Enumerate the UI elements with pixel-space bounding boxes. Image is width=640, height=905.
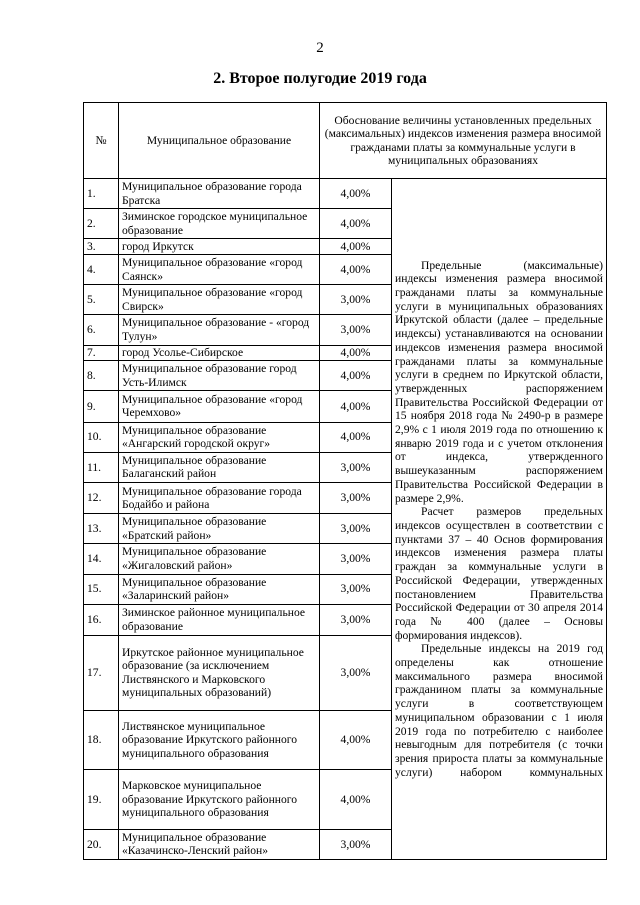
row-name: Муниципальное образование «Ангарский городской округ» [119, 422, 320, 452]
row-num: 9. [84, 391, 119, 422]
row-index: 4,00% [320, 361, 392, 391]
row-name: Муниципальное образование города Бодайбо и района [119, 482, 320, 513]
table-row [84, 179, 607, 209]
row-index: 3,00% [320, 514, 392, 544]
row-num: 18. [84, 710, 119, 769]
row-index: 4,00% [320, 239, 392, 255]
row-num: 2. [84, 209, 119, 239]
row-name: Зиминское городское муниципальное образование [119, 209, 320, 239]
row-name: Муниципальное образование «город Саянск» [119, 254, 320, 284]
row-index: 4,00% [320, 345, 392, 361]
row-index: 3,00% [320, 604, 392, 635]
row-index: 3,00% [320, 482, 392, 513]
row-name: Муниципальное образование - «город Тулун» [119, 315, 320, 345]
row-num: 15. [84, 574, 119, 604]
row-name: Зиминское районное муниципальное образование [119, 604, 320, 635]
row-name: Муниципальное образование Балаганский район [119, 452, 320, 482]
row-num: 8. [84, 361, 119, 391]
row-num: 19. [84, 770, 119, 829]
row-name: город Усолье-Сибирское [119, 345, 320, 361]
row-index: 3,00% [320, 574, 392, 604]
row-name: Муниципальное образование «город Свирск» [119, 285, 320, 315]
row-num: 6. [84, 315, 119, 345]
row-index: 3,00% [320, 829, 392, 859]
row-index: 4,00% [320, 710, 392, 769]
row-name: Муниципальное образование «Братский район» [119, 514, 320, 544]
row-index: 3,00% [320, 315, 392, 345]
justification-text [392, 179, 607, 860]
row-num: 16. [84, 604, 119, 635]
justification-paragraph: Расчет размеров предельных индексов осуществлен в соответствии с пунктами 37 – 40 Основ формирования индексов изменения размера платы граждан за коммунальные услуги в Российской Федерации, утвержденных постановлением Правительства Российской Федерации от 30 апреля 2014 года № 400 (далее – Основы формирования индексов). [395, 505, 604, 642]
row-num: 17. [84, 635, 119, 710]
row-num: 1. [84, 179, 119, 209]
justification-paragraph: Предельные (максимальные) индексы изменения размера вносимой гражданами платы за коммунальные услуги в муниципальных образованиях Иркутской области (далее – предельные индексы) устанавливаются на основании индексов изменения размера вносимой гражданами платы за коммунальные услуги в среднем по Иркутской области, утвержденных распоряжением Правительства Российской Федерации от 15 ноября 2018 года № 2490-р в размере 2,9% с 1 июля 2019 года по отношению к январю 2019 года и с учетом отклонения от индекса, утвержденного вышеуказанным распоряжением Правительства Российской Федерации в размере 2,9%. [395, 258, 604, 505]
row-name: Муниципальное образование «Жигаловский район» [119, 544, 320, 574]
row-index: 4,00% [320, 391, 392, 422]
row-num: 20. [84, 829, 119, 859]
row-index: 4,00% [320, 209, 392, 239]
row-num: 4. [84, 254, 119, 284]
row-index: 3,00% [320, 635, 392, 710]
row-name: город Иркутск [119, 239, 320, 255]
row-name: Муниципальное образование «Казачинско-Ленский район» [119, 829, 320, 859]
row-name: Листвянское муниципальное образование Иркутского районного муниципального образования [119, 710, 320, 769]
row-num: 13. [84, 514, 119, 544]
page-number: 2 [316, 40, 324, 56]
row-num: 7. [84, 345, 119, 361]
row-num: 10. [84, 422, 119, 452]
row-name: Муниципальное образование город Усть-Илимск [119, 361, 320, 391]
row-index: 3,00% [320, 285, 392, 315]
row-name: Муниципальное образование «Заларинский район» [119, 574, 320, 604]
section-title: 2. Второе полугодие 2019 года [213, 70, 427, 87]
row-num: 12. [84, 482, 119, 513]
row-index: 4,00% [320, 422, 392, 452]
row-index: 4,00% [320, 179, 392, 209]
header-num: № [84, 103, 119, 179]
row-index: 4,00% [320, 770, 392, 829]
header-municipality: Муниципальное образование [119, 103, 320, 179]
row-num: 14. [84, 544, 119, 574]
row-index: 3,00% [320, 544, 392, 574]
index-table [83, 102, 607, 860]
row-name: Муниципальное образование «город Черемхово» [119, 391, 320, 422]
row-name: Муниципальное образование города Братска [119, 179, 320, 209]
row-num: 3. [84, 239, 119, 255]
row-num: 5. [84, 285, 119, 315]
row-index: 4,00% [320, 254, 392, 284]
row-index: 3,00% [320, 452, 392, 482]
header-justification: Обоснование величины установленных предельных (максимальных) индексов изменения размера вносимой гражданами платы за коммунальные услуги в муниципальных образованиях [320, 103, 607, 179]
row-name: Иркутское районное муниципальное образование (за исключением Листвянского и Марковского муниципальных образований) [119, 635, 320, 710]
row-num: 11. [84, 452, 119, 482]
table-header-row [84, 103, 607, 179]
justification-paragraph: Предельные индексы на 2019 год определены как отношение максимального размера вносимой гражданином платы за коммунальные услуги в соответствующем муниципальном образовании с 1 июля 2019 года по потребителю с наиболее невыгодным для потребителя (с точки зрения прироста платы за коммунальные услуги) набором коммунальных [395, 642, 604, 779]
row-name: Марковское муниципальное образование Иркутского районного муниципального образования [119, 770, 320, 829]
